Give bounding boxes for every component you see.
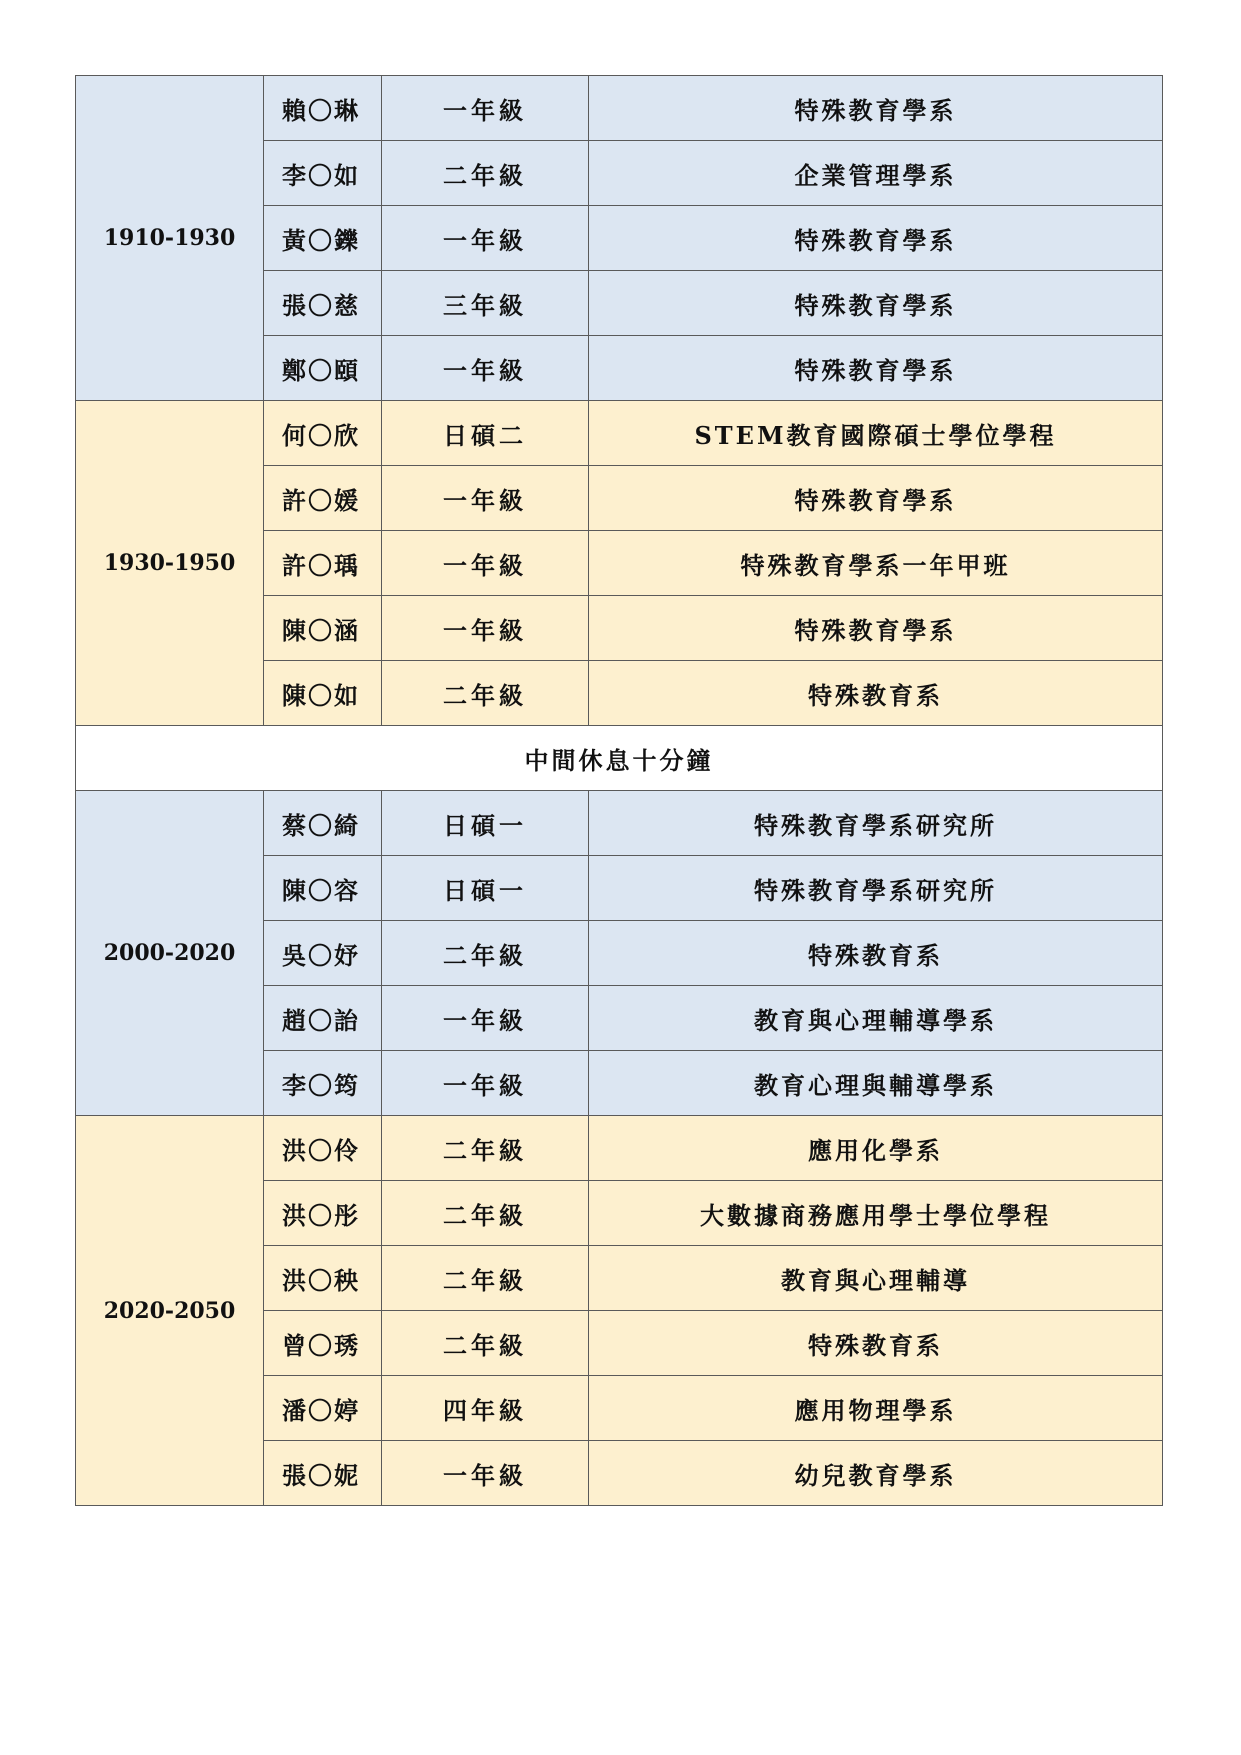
table-row	[76, 1116, 1163, 1181]
student-name: 張〇慈	[264, 271, 382, 336]
student-department: 教育心理與輔導學系	[589, 1051, 1163, 1116]
student-grade: 日碩一	[382, 856, 589, 921]
student-department: 特殊教育學系	[589, 271, 1163, 336]
student-name: 許〇瑀	[264, 531, 382, 596]
student-name: 陳〇容	[264, 856, 382, 921]
student-grade: 一年級	[382, 206, 589, 271]
student-department: 幼兒教育學系	[589, 1441, 1163, 1506]
student-department: 應用化學系	[589, 1116, 1163, 1181]
time-slot: 1910-1930	[76, 76, 264, 401]
student-grade: 一年級	[382, 1051, 589, 1116]
student-department: 特殊教育學系研究所	[589, 791, 1163, 856]
student-department: 教育與心理輔導	[589, 1246, 1163, 1311]
student-grade: 二年級	[382, 1116, 589, 1181]
student-grade: 一年級	[382, 76, 589, 141]
student-name: 許〇媛	[264, 466, 382, 531]
student-grade: 日碩二	[382, 401, 589, 466]
time-slot: 2020-2050	[76, 1116, 264, 1506]
student-name: 趙〇詒	[264, 986, 382, 1051]
student-department: 特殊教育系	[589, 921, 1163, 986]
time-slot: 1930-1950	[76, 401, 264, 726]
student-name: 張〇妮	[264, 1441, 382, 1506]
student-name: 吳〇妤	[264, 921, 382, 986]
student-grade: 三年級	[382, 271, 589, 336]
student-grade: 一年級	[382, 596, 589, 661]
student-grade: 四年級	[382, 1376, 589, 1441]
student-department: 特殊教育學系研究所	[589, 856, 1163, 921]
student-name: 李〇如	[264, 141, 382, 206]
student-name: 潘〇婷	[264, 1376, 382, 1441]
break-row	[76, 726, 1163, 791]
student-name: 蔡〇綺	[264, 791, 382, 856]
student-grade: 一年級	[382, 1441, 589, 1506]
table-row	[76, 791, 1163, 856]
student-department: 特殊教育系	[589, 661, 1163, 726]
break-label: 中間休息十分鐘	[76, 726, 1163, 791]
student-name: 李〇筠	[264, 1051, 382, 1116]
student-name: 鄭〇頤	[264, 336, 382, 401]
student-grade: 一年級	[382, 531, 589, 596]
student-grade: 一年級	[382, 466, 589, 531]
student-grade: 二年級	[382, 921, 589, 986]
student-grade: 二年級	[382, 661, 589, 726]
student-name: 洪〇伶	[264, 1116, 382, 1181]
student-department: 特殊教育系	[589, 1311, 1163, 1376]
student-name: 洪〇秧	[264, 1246, 382, 1311]
table-row	[76, 401, 1163, 466]
student-department: 大數據商務應用學士學位學程	[589, 1181, 1163, 1246]
student-grade: 日碩一	[382, 791, 589, 856]
student-grade: 二年級	[382, 141, 589, 206]
time-slot: 2000-2020	[76, 791, 264, 1116]
student-name: 何〇欣	[264, 401, 382, 466]
student-grade: 一年級	[382, 336, 589, 401]
student-grade: 二年級	[382, 1311, 589, 1376]
student-department: 特殊教育學系	[589, 336, 1163, 401]
student-department: 企業管理學系	[589, 141, 1163, 206]
student-grade: 二年級	[382, 1246, 589, 1311]
student-department: STEM教育國際碩士學位學程	[589, 401, 1163, 466]
student-name: 陳〇涵	[264, 596, 382, 661]
student-department: 應用物理學系	[589, 1376, 1163, 1441]
student-name: 曾〇琇	[264, 1311, 382, 1376]
student-department: 教育與心理輔導學系	[589, 986, 1163, 1051]
student-grade: 二年級	[382, 1181, 589, 1246]
student-name: 陳〇如	[264, 661, 382, 726]
student-name: 黃〇鑠	[264, 206, 382, 271]
student-department: 特殊教育學系	[589, 466, 1163, 531]
student-department: 特殊教育學系	[589, 206, 1163, 271]
student-department: 特殊教育學系一年甲班	[589, 531, 1163, 596]
student-grade: 一年級	[382, 986, 589, 1051]
student-name: 賴〇琳	[264, 76, 382, 141]
student-name: 洪〇彤	[264, 1181, 382, 1246]
schedule-body	[76, 76, 1163, 1506]
table-row	[76, 76, 1163, 141]
student-department: 特殊教育學系	[589, 76, 1163, 141]
student-department: 特殊教育學系	[589, 596, 1163, 661]
schedule-table	[75, 75, 1163, 1506]
